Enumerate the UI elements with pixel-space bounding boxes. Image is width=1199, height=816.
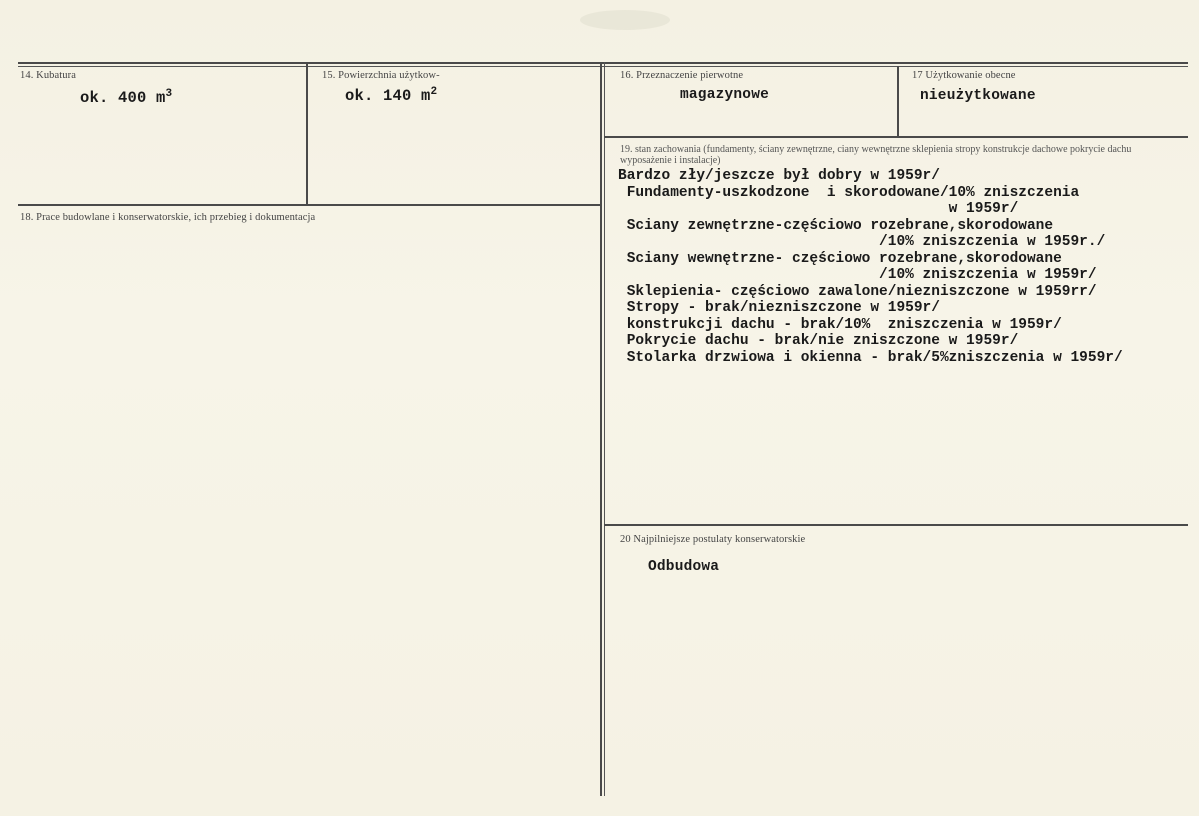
field-15-label: 15. Powierzchnia użytkow- [322,70,440,81]
condition-line: /10% zniszczenia w 1959r/ [618,267,1097,283]
field-17-value: nieużytkowane [920,88,1036,104]
top-rule-2 [18,66,828,67]
field-14-value [80,88,172,107]
field-14-superscript: 3 [165,88,173,100]
condition-line: konstrukcji dachu - brak/10% zniszczenia w 1959r/ [618,316,1062,333]
condition-line: Bardzo zły/jeszcze był dobry w 1959r/ [618,168,940,184]
condition-line: Stolarka drzwiowa i okienna - brak/5%zniszczenia w 1959r/ [618,349,1123,366]
top-rule-right [828,62,1188,64]
divider-center-2 [604,62,605,796]
divider-14-15 [306,62,308,204]
condition-line: /10% zniszczenia w 1959r./ [618,234,1106,250]
field-19-condition-lines [618,168,1123,366]
field-17-label: 17 Użytkowanie obecne [912,70,1016,81]
field-16-label: 16. Przeznaczenie pierwotne [620,70,744,81]
field-15-value-text: ok. 140 m [345,87,431,106]
divider-16-17 [897,66,899,136]
rule-under-16-17 [604,136,1188,138]
smudge [580,10,670,30]
condition-line: w 1959r/ [618,201,1019,217]
field-16-value: magazynowe [680,87,770,103]
field-20-label: 20 Najpilniejsze postulaty konserwatorskie [620,534,806,545]
condition-line: Sciany zewnętrzne-częściowo rozebrane,skorodowane [618,217,1054,234]
field-15-superscript: 2 [430,86,438,98]
top-rule [18,62,828,64]
field-19-label: 19. stan zachowania (fundamenty, ściany zewnętrzne, ciany wewnętrzne sklepienia stropy konstrukcje dachowe pokrycie dachu wyposażenie i instalacje) [620,144,1132,166]
condition-line: Pokrycie dachu - brak/nie zniszczone w 1959r/ [618,333,1019,349]
condition-line: Fundamenty-uszkodzone i skorodowane/10% zniszczenia [618,184,1080,201]
top-rule-right-2 [828,66,1188,67]
field-20-value: Odbudowa [648,559,720,575]
field-15-value [345,86,437,105]
field-18-label: 18. Prace budowlane i konserwatorskie, ich przebieg i dokumentacja [20,212,316,223]
field-14-value-text: ok. 400 m [80,89,166,108]
condition-line: Stropy - brak/niezniszczone w 1959r/ [618,300,940,316]
rule-under-14-15 [18,204,602,206]
field-14-label: 14. Kubatura [20,70,77,81]
rule-above-20 [604,524,1188,526]
condition-line: Sklepienia- częściowo zawalone/niezniszczone w 1959rr/ [618,283,1097,300]
condition-line: Sciany wewnętrzne- częściowo rozebrane,skorodowane [618,250,1062,267]
divider-center [600,62,602,796]
